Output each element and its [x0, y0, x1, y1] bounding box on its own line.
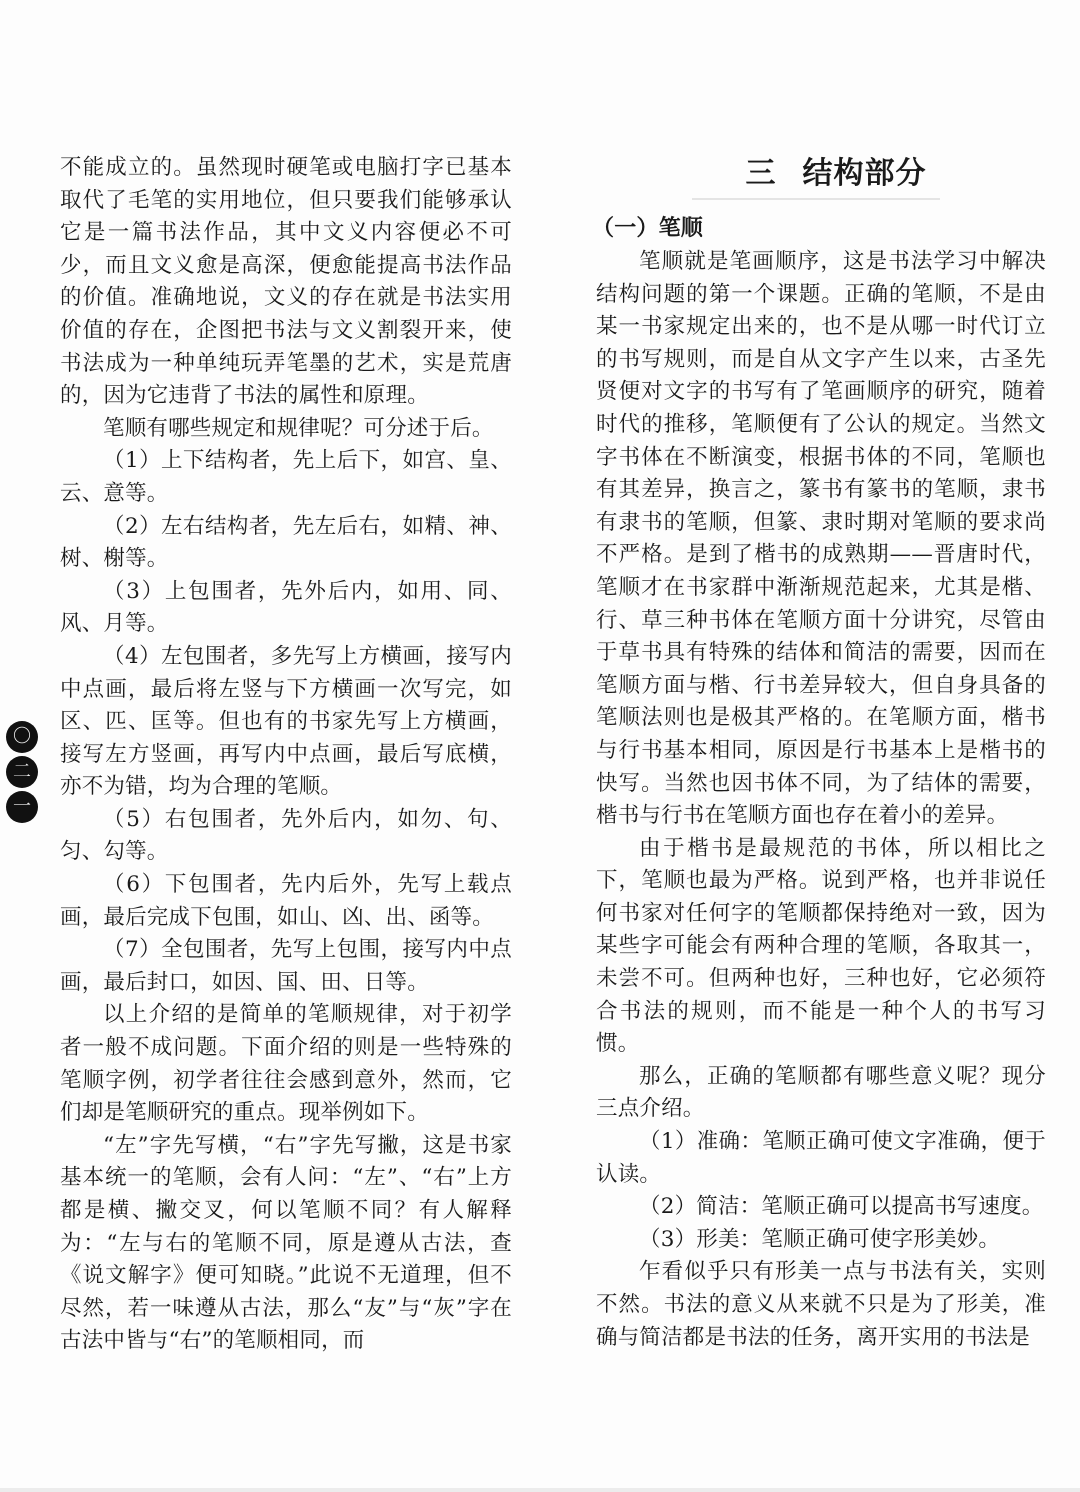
paragraph: 笔顺就是笔画顺序，这是书法学习中解决结构问题的第一个课题。正确的笔顺，不是由某一书家规定出来的，也不是从哪一时代订立的书写规则，而是自从文字产生以来，古圣先贤便对文字的书写有了笔画顺序的研究，随着时代的推移，笔顺便有了公认的规定。当然文字书体在不断演变，根据书体的不同，笔顺也有其差异，换言之，篆书有篆书的笔顺，隶书有隶书的笔顺，但篆、隶时期对笔顺的要求尚不严格。是到了楷书的成熟期——晋唐时代，笔顺才在书家群中渐渐规范起来，尤其是楷、行、草三种书体在笔顺方面十分讲究，尽管由于草书具有特殊的结体和简洁的需要，因而在笔顺方面与楷、行书差异较大，但自身具备的笔顺法则也是极其严格的。在笔顺方面，楷书与行书基本相同，原因是行书基本上是楷书的快写。当然也因书体不同，为了结体的需要，楷书与行书在笔顺方面也存在着小的差异。	[596, 249, 1046, 829]
paragraph: 那么，正确的笔顺都有哪些意义呢？现分三点介绍。	[596, 1063, 1046, 1122]
page-number-digit-2: 一	[6, 791, 38, 823]
paragraph: 以上介绍的是简单的笔顺规律，对于初学者一般不成问题。下面介绍的则是一些特殊的笔顺字例，初学者往往会感到意外，然而，它们却是笔顺研究的重点。现举例如下。	[60, 1002, 512, 1126]
section-number: 三	[745, 156, 777, 191]
section-title	[596, 154, 1046, 194]
list-item-rule-4: （4）左包围者，多先写上方横画，接写内中点画，最后将左竖与下方横画一次写完，如区、匹、匡等。但也有的书家先写上方横画，接写左方竖画，再写内中点画，最后写底横，亦不为错，均为合理的笔顺。	[60, 643, 512, 800]
subsection-title: （一）笔顺	[592, 215, 704, 241]
right-column	[592, 152, 1046, 1354]
list-item-meaning-2: （2）简洁：笔顺正确可以提高书写速度。	[639, 1194, 1044, 1220]
list-item-rule-5: （5）右包围者，先外后内，如勿、句、匀、勾等。	[60, 806, 512, 865]
paragraph: 笔顺有哪些规定和规律呢？可分述于后。	[103, 415, 494, 441]
list-item-rule-7: （7）全包围者，先写上包围，接写内中点画，最后封口，如因、国、田、日等。	[60, 937, 512, 995]
paragraph: “左”字先写横，“右”字先写撇，这是书家基本统一的笔顺，会有人问：“左”、“右”上方都是横、撇交叉，何以笔顺不同？有人解释为：“左与右的笔顺不同，原是遵从古法，查《说文解字》便可知晓。”此说不无道理，但不尽然，若一味遵从古法，那么“友”与“灰”字在古法中皆与“右”的笔顺相同，而	[60, 1132, 512, 1354]
title-underline-divider	[692, 198, 940, 200]
list-item-meaning-3: （3）形美：笔顺正确可使字形美妙。	[639, 1226, 1001, 1252]
list-item-rule-6: （6）下包围者，先内后外，先写上载点画，最后完成下包围，如山、凶、出、函等。	[60, 872, 512, 930]
list-item-meaning-1: （1）准确：笔顺正确可使文字准确，便于认读。	[596, 1129, 1046, 1187]
section-title-text: 结构部分	[802, 156, 927, 191]
list-item-rule-2: （2）左右结构者，先左后右，如精、神、树、榭等。	[60, 513, 512, 572]
paragraph: 由于楷书是最规范的书体，所以相比之下，笔顺也最为严格。说到严格，也并非说任何书家对任何字的笔顺都保持绝对一致，因为某些字可能会有两种合理的笔顺，各取其一，未尝不可。但两种也好，三种也好，它必须符合书法的规则，而不能是一种个人的书写习惯。	[596, 835, 1046, 1057]
page-bottom-edge	[0, 1488, 1080, 1492]
list-item-rule-1: （1）上下结构者，先上后下，如宫、皇、云、意等。	[60, 448, 512, 506]
list-item-rule-3: （3）上包围者，先外后内，如用、同、风、月等。	[60, 578, 512, 637]
left-column	[60, 152, 512, 1358]
page-number-digit-0: 〇	[6, 721, 38, 753]
paragraph: 不能成立的。虽然现时硬笔或电脑打字已基本取代了毛笔的实用地位，但只要我们能够承认它是一篇书法作品，其中文义内容便必不可少，而且文义愈是高深，便愈能提高书法作品的价值。准确地说，文义的存在就是书法实用价值的存在，企图把书法与文义割裂开来，使书法成为一种单纯玩弄笔墨的艺术，实是荒唐的，因为它违背了书法的属性和原理。	[60, 155, 512, 409]
page-number-badge	[6, 721, 38, 823]
paragraph: 乍看似乎只有形美一点与书法有关，实则不然。书法的意义从来就不只是为了形美，准确与简洁都是书法的任务，离开实用的书法是	[596, 1259, 1046, 1350]
page-number-digit-1: 二	[6, 756, 38, 788]
